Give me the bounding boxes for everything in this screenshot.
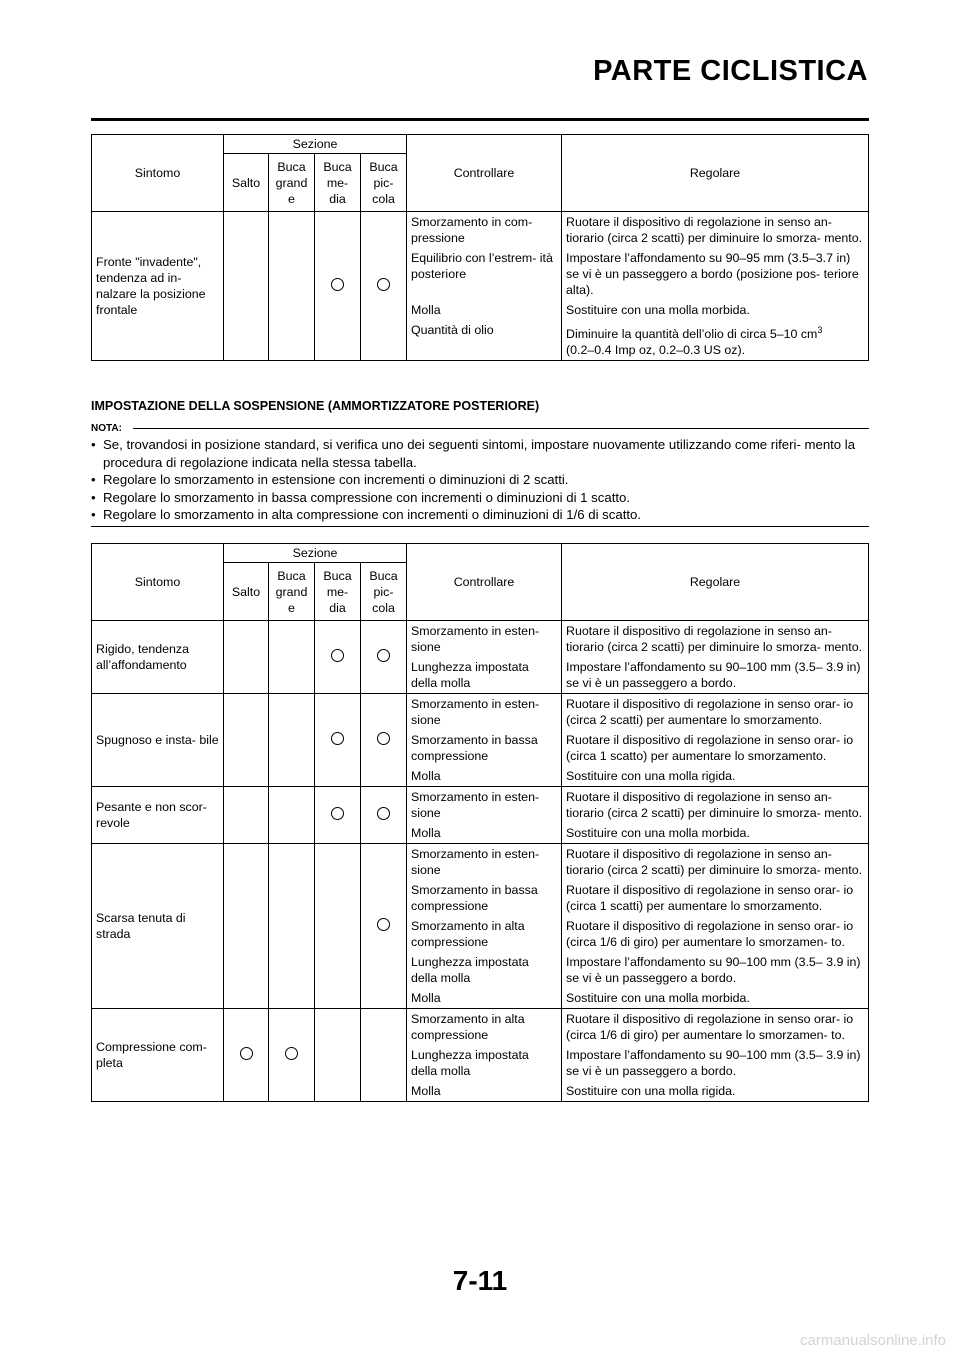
circle-mark-icon [377, 278, 390, 291]
bullet: • [91, 437, 96, 452]
section-title: IMPOSTAZIONE DELLA SOSPENSIONE (AMMORTIZZATORE POSTERIORE) [91, 399, 540, 413]
adjust-cell: Ruotare il dispositivo di regolazione in senso orar- io (circa 1 scatto) per aumentare lo smorzamento. [562, 730, 869, 766]
table-row [92, 621, 869, 658]
col-header-sezione: Sezione [224, 544, 407, 563]
table1-body [92, 212, 869, 361]
watermark: carmanualsonline.info [800, 1332, 946, 1349]
section-mark-cell [269, 621, 315, 694]
section-mark-cell [269, 844, 315, 1009]
adjust-superscript: 3 [817, 325, 823, 335]
adjust-cell: Sostituire con una molla rigida. [562, 1081, 869, 1102]
control-cell: Smorzamento in esten- sione [407, 844, 562, 881]
adjust-cell: Impostare l’affondamento su 90–100 mm (3.5– 3.9 in) se vi è un passeggero a bordo. [562, 1045, 869, 1081]
circle-mark-icon [377, 732, 390, 745]
adjust-cell: Ruotare il dispositivo di regolazione in senso an- tiorario (circa 2 scatti) per diminuire lo smorza- mento. [562, 787, 869, 824]
section-mark-cell [315, 787, 361, 844]
col-header-sezione: Sezione [224, 135, 407, 154]
symptom-cell: Rigido, tendenza all’affondamento [92, 621, 224, 694]
section-mark-cell [224, 212, 269, 361]
col-header-buca-media: Buca me- dia [315, 154, 361, 212]
control-cell: Molla [407, 766, 562, 787]
circle-mark-icon [331, 732, 344, 745]
control-cell: Quantità di olio [407, 320, 562, 361]
section-mark-cell [269, 1009, 315, 1102]
nota-label: NOTA: [91, 423, 122, 434]
section-mark-cell [224, 787, 269, 844]
bullet: • [91, 472, 96, 487]
table-row [92, 844, 869, 881]
control-cell: Molla [407, 988, 562, 1009]
nota-item [91, 471, 869, 489]
control-cell: Smorzamento in com- pressione [407, 212, 562, 249]
symptom-cell: Fronte "invadente", tendenza ad in- nalzare la posizione frontale [92, 212, 224, 361]
suspension-table-front [91, 134, 869, 361]
col-header-buca-media: Buca me- dia [315, 563, 361, 621]
circle-mark-icon [240, 1047, 253, 1060]
circle-mark-icon [285, 1047, 298, 1060]
col-header-sintomo: Sintomo [92, 135, 224, 212]
section-mark-cell [224, 844, 269, 1009]
adjust-cell: Impostare l’affondamento su 90–100 mm (3.5– 3.9 in) se vi è un passeggero a bordo. [562, 952, 869, 988]
nota-item [91, 506, 869, 524]
section-mark-cell [269, 694, 315, 787]
adjust-cell: Sostituire con una molla morbida. [562, 300, 869, 320]
nota-item [91, 436, 869, 471]
control-cell: Molla [407, 823, 562, 844]
control-cell: Smorzamento in alta compressione [407, 916, 562, 952]
adjust-cell: Ruotare il dispositivo di regolazione in senso an- tiorario (circa 2 scatti) per diminuire lo smorza- mento. [562, 844, 869, 881]
adjust-text: Diminuire la quantità dell’olio di circa 5–10 cm [566, 327, 818, 342]
section-mark-cell [269, 787, 315, 844]
col-header-sintomo: Sintomo [92, 544, 224, 621]
adjust-cell: Sostituire con una molla morbida. [562, 823, 869, 844]
col-header-controllare: Controllare [407, 135, 562, 212]
adjust-cell: Ruotare il dispositivo di regolazione in senso orar- io (circa 1/6 di giro) per aumentare lo smorzamen- to. [562, 916, 869, 952]
section-mark-cell [361, 1009, 407, 1102]
nota-list [91, 436, 869, 524]
nota-text: Se, trovandosi in posizione standard, si verifica uno dei seguenti sintomi, impostare nuovamente utilizzando come riferi- mento la procedura di regolazione indicata nella stessa tabella. [103, 437, 856, 470]
section-mark-cell [315, 1009, 361, 1102]
section-mark-cell [269, 212, 315, 361]
adjust-text: (0.2–0.4 Imp oz, 0.2–0.3 US oz). [566, 343, 746, 358]
col-header-buca-piccola: Buca pic- cola [361, 154, 407, 212]
col-header-salto: Salto [224, 563, 269, 621]
adjust-cell: Ruotare il dispositivo di regolazione in senso an- tiorario (circa 2 scatti) per diminuire lo smorza- mento. [562, 621, 869, 658]
control-cell: Molla [407, 1081, 562, 1102]
section-mark-cell [361, 212, 407, 361]
col-header-buca-grande: Buca grand e [269, 154, 315, 212]
bullet: • [91, 507, 96, 522]
circle-mark-icon [377, 649, 390, 662]
section-mark-cell [315, 844, 361, 1009]
control-cell: Lunghezza impostata della molla [407, 952, 562, 988]
section-mark-cell [224, 621, 269, 694]
page-title: PARTE CICLISTICA [593, 55, 868, 87]
section-mark-cell [315, 694, 361, 787]
col-header-buca-grande: Buca grand e [269, 563, 315, 621]
control-cell: Smorzamento in esten- sione [407, 694, 562, 731]
section-mark-cell [315, 621, 361, 694]
symptom-cell: Pesante e non scor- revole [92, 787, 224, 844]
suspension-table-rear [91, 543, 869, 1102]
circle-mark-icon [331, 649, 344, 662]
control-cell: Smorzamento in bassa compressione [407, 730, 562, 766]
section-mark-cell [224, 694, 269, 787]
section-mark-cell [224, 1009, 269, 1102]
adjust-cell: Impostare l’affondamento su 90–95 mm (3.5–3.7 in) se vi è un passeggero a bordo (posizione pos- teriore alta). [562, 248, 869, 300]
control-cell: Lunghezza impostata della molla [407, 657, 562, 694]
nota-text: Regolare lo smorzamento in bassa compressione con incrementi o diminuzioni di 1 scatto. [103, 489, 631, 505]
page-number: 7-11 [452, 1265, 508, 1296]
control-cell: Equilibrio con l’estrem- ità posteriore [407, 248, 562, 300]
symptom-cell: Scarsa tenuta di strada [92, 844, 224, 1009]
section-mark-cell [361, 694, 407, 787]
nota-end-rule [91, 526, 869, 527]
table-row [92, 694, 869, 731]
col-header-regolare: Regolare [562, 544, 869, 621]
table2-body [92, 621, 869, 1102]
section-mark-cell [361, 844, 407, 1009]
control-cell: Smorzamento in esten- sione [407, 621, 562, 658]
circle-mark-icon [377, 807, 390, 820]
adjust-cell: Ruotare il dispositivo di regolazione in senso an- tiorario (circa 2 scatti) per diminuire lo smorza- mento. [562, 212, 869, 249]
circle-mark-icon [331, 807, 344, 820]
nota-text: Regolare lo smorzamento in alta compressione con incrementi o diminuzioni di 1/6 di scatto. [103, 507, 642, 522]
adjust-cell: Impostare l’affondamento su 90–100 mm (3.5– 3.9 in) se vi è un passeggero a bordo. [562, 657, 869, 694]
section-mark-cell [361, 621, 407, 694]
control-cell: Lunghezza impostata della molla [407, 1045, 562, 1081]
col-header-buca-piccola: Buca pic- cola [361, 563, 407, 621]
symptom-cell: Spugnoso e insta- bile [92, 694, 224, 787]
control-cell: Smorzamento in esten- sione [407, 787, 562, 824]
control-cell: Smorzamento in alta compressione [407, 1009, 562, 1046]
section-mark-cell [315, 212, 361, 361]
col-header-salto: Salto [224, 154, 269, 212]
circle-mark-icon [377, 918, 390, 931]
nota-text: Regolare lo smorzamento in estensione con incrementi o diminuzioni di 2 scatti. [103, 472, 569, 487]
adjust-cell: Ruotare il dispositivo di regolazione in senso orar- io (circa 1/6 di giro) per aumentare lo smorzamen- to. [562, 1009, 869, 1046]
table-row [92, 212, 869, 249]
bullet: • [91, 489, 96, 505]
control-cell: Molla [407, 300, 562, 320]
circle-mark-icon [331, 278, 344, 291]
symptom-cell: Compressione com- pleta [92, 1009, 224, 1102]
col-header-regolare: Regolare [562, 135, 869, 212]
control-cell: Smorzamento in bassa compressione [407, 880, 562, 916]
adjust-cell: Ruotare il dispositivo di regolazione in senso orar- io (circa 2 scatti) per aumentare lo smorzamento. [562, 694, 869, 731]
table-row [92, 787, 869, 824]
col-header-controllare: Controllare [407, 544, 562, 621]
adjust-cell: Sostituire con una molla rigida. [562, 766, 869, 787]
section-mark-cell [361, 787, 407, 844]
nota-rule [133, 428, 869, 429]
adjust-cell [562, 320, 869, 361]
nota-item [91, 489, 869, 507]
adjust-cell: Ruotare il dispositivo di regolazione in senso orar- io (circa 1 scatti) per aumentare lo smorzamento. [562, 880, 869, 916]
adjust-cell: Sostituire con una molla morbida. [562, 988, 869, 1009]
header-rule [91, 118, 869, 121]
table-row [92, 1009, 869, 1046]
